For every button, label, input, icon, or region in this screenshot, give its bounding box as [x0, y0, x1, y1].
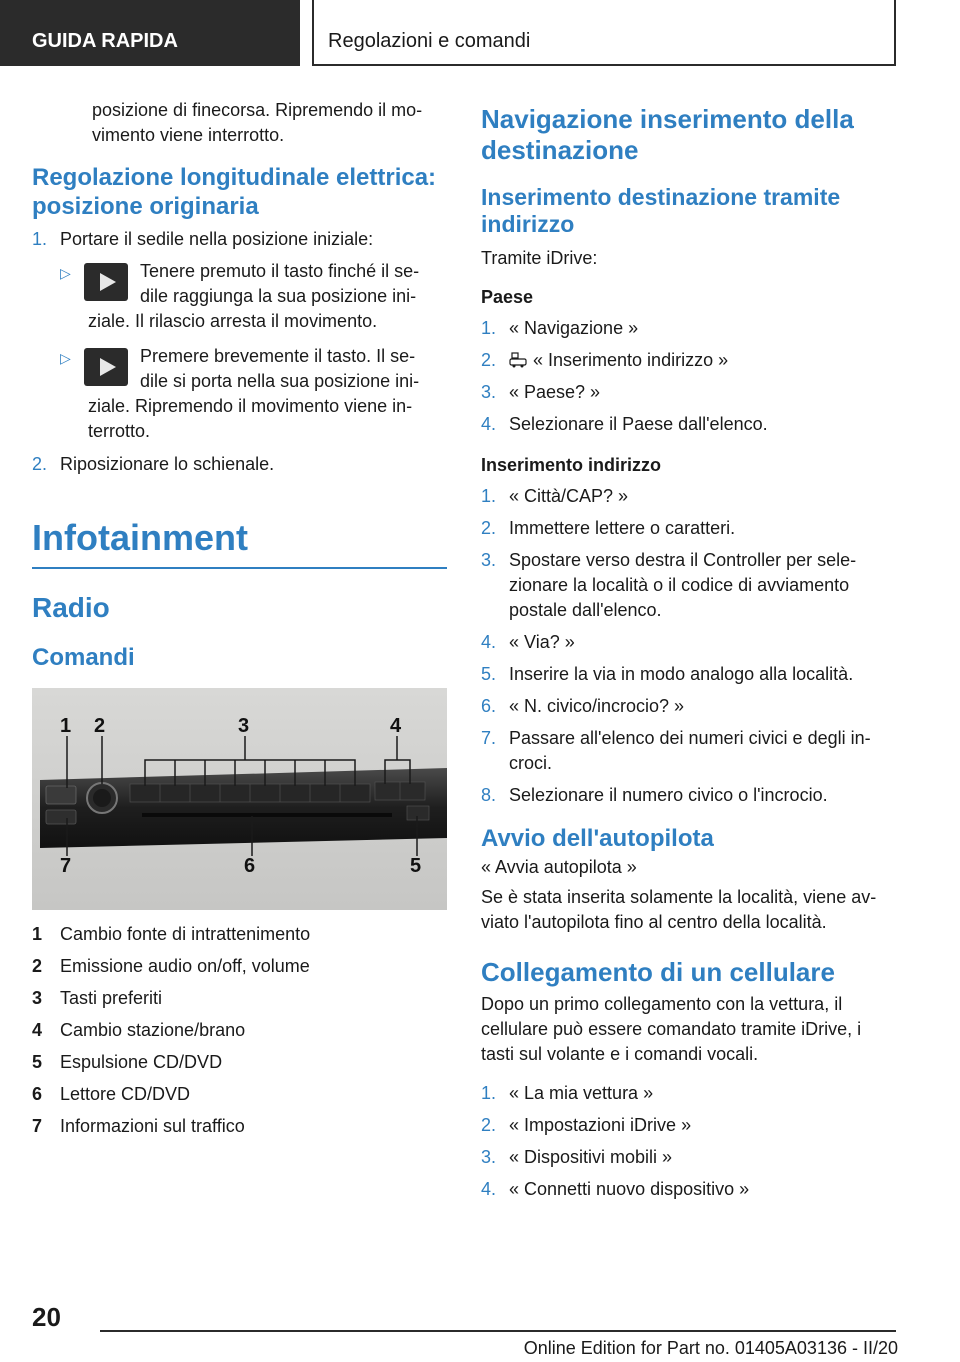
legend-item [32, 1050, 447, 1075]
legend-number: 2 [32, 956, 43, 976]
step-text: Portare il sedile nella posizione iniziale: [60, 229, 374, 249]
step-text: « Inserimento indirizzo » [533, 350, 729, 370]
figure-label: 3 [238, 715, 250, 737]
legend-item [32, 954, 447, 979]
step-number: 7. [481, 728, 497, 748]
radio-controls-figure [32, 688, 447, 910]
page-number: 20 [32, 1302, 61, 1332]
page-header [0, 0, 960, 66]
legend-item [32, 1018, 447, 1043]
step-text: Inserire la via in modo analogo alla località. [509, 664, 854, 684]
radio-panel-illustration [32, 688, 447, 910]
bullet-line: terrotto. [88, 421, 151, 441]
indirizzo-subheading: Inserimento indirizzo [481, 455, 662, 475]
sub-bullet-press [60, 344, 447, 444]
chapter-title: Regolazioni e comandi [312, 0, 896, 66]
play-button-icon [84, 263, 128, 301]
cell-heading: Collegamento di un cellulare [481, 957, 835, 987]
list-item [481, 630, 893, 655]
nav-heading-line-2: destinazione [481, 135, 639, 165]
legend-text: Cambio stazione/brano [60, 1020, 246, 1040]
infotainment-section [32, 517, 447, 569]
legend-number: 6 [32, 1084, 43, 1104]
comandi-heading: Comandi [32, 644, 135, 671]
step-number: 1. [32, 229, 48, 249]
step-text: croci. [509, 753, 553, 773]
list-item [481, 348, 893, 373]
list-item [481, 726, 893, 776]
dest-heading-line-2: indirizzo [481, 211, 575, 237]
step-text: Immettere lettere o caratteri. [509, 518, 736, 538]
bullet-line: ziale. Il rilascio arresta il movimento. [88, 311, 378, 331]
left-column [32, 98, 447, 1146]
step-text: Spostare verso destra il Controller per sele- [509, 550, 857, 570]
step-text: « La mia vettura » [509, 1083, 654, 1103]
legend-number: 5 [32, 1052, 43, 1072]
triangle-bullet-icon: ▷ [60, 265, 71, 281]
figure-label: 1 [60, 715, 72, 737]
step-number: 2. [481, 518, 497, 538]
legend-item [32, 1082, 447, 1107]
cell-line-2: cellulare può essere comandato tramite iDrive, i [481, 1019, 862, 1039]
legend-text: Tasti preferiti [60, 988, 163, 1008]
figure-label: 4 [390, 715, 402, 737]
list-item [481, 316, 893, 341]
seat-heading [32, 163, 447, 221]
figure-label: 7 [60, 855, 72, 877]
paese-subheading: Paese [481, 287, 534, 307]
right-column [481, 104, 893, 1209]
step-number: 1. [481, 1083, 497, 1103]
step-number: 3. [481, 550, 497, 570]
step-number: 4. [481, 1179, 497, 1199]
avvio-command: « Avvia autopilota » [481, 857, 637, 877]
legend-number: 4 [32, 1020, 43, 1040]
step-number: 3. [481, 382, 497, 402]
sub-bullet-hold [60, 259, 447, 334]
bullet-line: dile raggiunga la sua posizione ini- [140, 286, 417, 306]
list-item [481, 380, 893, 405]
list-item [481, 1081, 893, 1106]
bullet-line: Premere brevemente il tasto. Il se- [140, 346, 416, 366]
legend-number: 3 [32, 988, 43, 1008]
seat-steps [32, 227, 447, 252]
step-text: « Paese? » [509, 382, 601, 402]
legend-number: 1 [32, 924, 43, 944]
seat-heading-line-2: posizione originaria [32, 193, 259, 220]
step-text: Selezionare il Paese dall'elenco. [509, 414, 768, 434]
nav-heading-line-1: Navigazione inserimento della [481, 104, 854, 134]
step-text: « Impostazioni iDrive » [509, 1115, 692, 1135]
figure-label: 5 [410, 855, 422, 877]
legend-item [32, 986, 447, 1011]
step-number: 2. [32, 454, 48, 474]
tramite-text: Tramite iDrive: [481, 248, 598, 268]
step-number: 4. [481, 414, 497, 434]
page-footer [0, 1290, 960, 1362]
indirizzo-steps [481, 484, 893, 808]
step-text: zionare la località o il codice di avviamento [509, 575, 850, 595]
avvio-line-1: Se è stata inserita solamente la località, viene av- [481, 887, 877, 907]
step-text: « Connetti nuovo dispositivo » [509, 1179, 750, 1199]
step-number: 2. [481, 350, 497, 370]
dest-heading-line-1: Inserimento destinazione tramite [481, 184, 841, 210]
bullet-line: Tenere premuto il tasto finché il se- [140, 261, 420, 281]
avvio-heading: Avvio dell'autopilota [481, 825, 714, 852]
seat-heading-line-1: Regolazione longitudinale elettrica: [32, 164, 437, 191]
step-text: Selezionare il numero civico o l'incrocio. [509, 785, 828, 805]
legend-text: Informazioni sul traffico [60, 1116, 245, 1136]
paese-steps [481, 316, 893, 437]
step-number: 1. [481, 318, 497, 338]
legend-text: Espulsione CD/DVD [60, 1052, 223, 1072]
list-item [481, 1113, 893, 1138]
step-number: 8. [481, 785, 497, 805]
infotainment-title: Infotainment [32, 517, 248, 558]
cell-line-1: Dopo un primo collegamento con la vettura, il [481, 994, 843, 1014]
list-item [481, 412, 893, 437]
step-text: « Città/CAP? » [509, 486, 629, 506]
step-text: Passare all'elenco dei numeri civici e degli in- [509, 728, 871, 748]
step-number: 3. [481, 1147, 497, 1167]
step-text: postale dall'elenco. [509, 600, 662, 620]
list-item [481, 1177, 893, 1202]
intro-line-2: vimento viene interrotto. [92, 125, 285, 145]
list-item [481, 662, 893, 687]
list-item [481, 516, 893, 541]
section-divider [32, 567, 447, 569]
step-number: 5. [481, 664, 497, 684]
dest-heading [481, 184, 893, 238]
legend-item [32, 1114, 447, 1139]
step-text: « Navigazione » [509, 318, 639, 338]
play-button-icon [84, 348, 128, 386]
list-item [32, 452, 447, 477]
legend-text: Emissione audio on/off, volume [60, 956, 310, 976]
figure-label: 2 [94, 715, 106, 737]
figure-legend [32, 922, 447, 1139]
list-item [481, 694, 893, 719]
cell-line-3: tasti sul volante e i comandi vocali. [481, 1044, 759, 1064]
legend-item [32, 922, 447, 947]
step-text: « Dispositivi mobili » [509, 1147, 673, 1167]
bullet-line: dile si porta nella sua posizione ini- [140, 371, 420, 391]
step-number: 2. [481, 1115, 497, 1135]
figure-label: 6 [244, 855, 256, 877]
section-tab: GUIDA RAPIDA [0, 0, 300, 66]
step-number: 1. [481, 486, 497, 506]
list-item [481, 783, 893, 808]
seat-steps-2 [32, 452, 447, 477]
cell-steps [481, 1081, 893, 1202]
avvio-line-2: viato l'autopilota fino al centro della località. [481, 912, 827, 932]
step-number: 4. [481, 632, 497, 652]
list-item [32, 227, 447, 252]
bullet-line: ziale. Ripremendo il movimento viene in- [88, 396, 413, 416]
legend-number: 7 [32, 1116, 43, 1136]
legend-text: Lettore CD/DVD [60, 1084, 191, 1104]
step-text: Riposizionare lo schienale. [60, 454, 275, 474]
triangle-bullet-icon: ▷ [60, 350, 71, 366]
car-settings-icon [509, 352, 527, 368]
step-text: « Via? » [509, 632, 575, 652]
list-item [481, 1145, 893, 1170]
step-text: « N. civico/incrocio? » [509, 696, 685, 716]
step-number: 6. [481, 696, 497, 716]
intro-line-1: posizione di finecorsa. Ripremendo il mo- [92, 100, 423, 120]
footer-divider [100, 1330, 896, 1332]
radio-heading: Radio [32, 592, 110, 623]
edition-text: Online Edition for Part no. 01405A03136 - II/20 [523, 1338, 898, 1358]
list-item [481, 548, 893, 623]
list-item [481, 484, 893, 509]
legend-text: Cambio fonte di intrattenimento [60, 924, 311, 944]
